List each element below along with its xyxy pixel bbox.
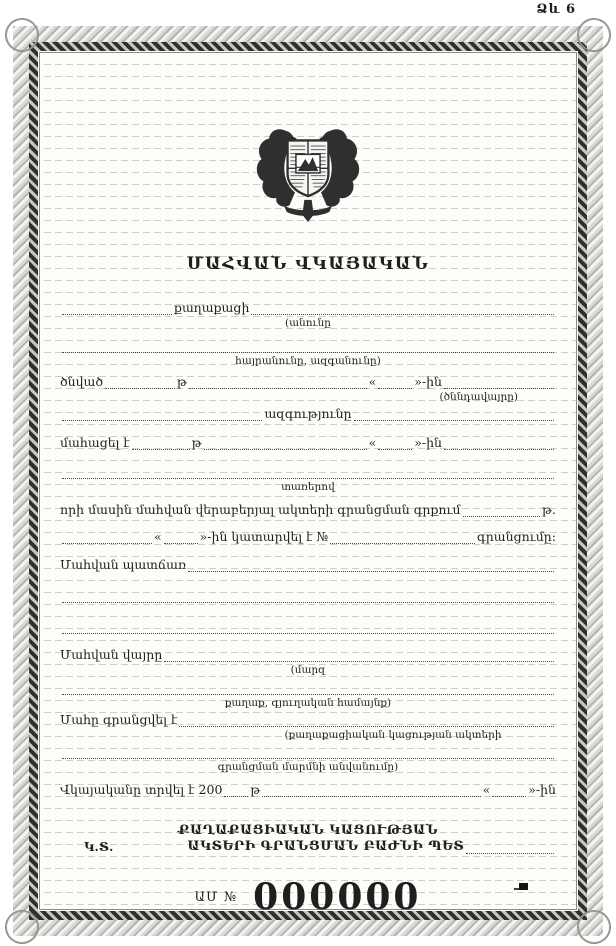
fill-in-field: [132, 437, 190, 450]
fill-in-field: [492, 784, 526, 797]
cause-label: Մահվան պատճառ: [60, 557, 187, 572]
fill-in-field: [164, 531, 198, 544]
fill-in-field: [105, 376, 175, 389]
coat-of-arms-of-armenia-icon: [252, 120, 364, 224]
fill-in-field: [262, 784, 480, 797]
surname-caption: հայրանունը, ազգանունը): [235, 355, 381, 367]
quote-open: «: [368, 374, 377, 389]
certificate-title: ՄԱՀՎԱՆ ՎԿԱՅԱԿԱՆ: [186, 254, 430, 274]
record-made-label: »-ին կատարվել է №: [199, 529, 329, 544]
fill-in-field: [62, 746, 554, 759]
citizen-line: [60, 300, 556, 315]
fullname-line: [60, 340, 556, 353]
fill-in-field: [224, 784, 248, 797]
fill-in-field: [463, 504, 541, 517]
citizen-label: քաղաքացի: [174, 300, 250, 315]
fill-in-field: [164, 649, 554, 662]
fill-in-field: [378, 376, 412, 389]
community-caption: քաղաք, գյուղական համայնք): [224, 697, 392, 709]
record-entry-label: գրանցումը։: [477, 529, 556, 544]
fill-in-field: [330, 531, 475, 544]
registered-line: [60, 712, 556, 727]
registered-label: Մահը գրանցվել է: [60, 712, 178, 727]
serial-series: ԱՄ №: [194, 889, 238, 905]
signature-line: [60, 839, 556, 854]
quote-close: »-ին: [528, 782, 556, 797]
record-book-line: [60, 502, 556, 517]
seal-placeholder: Կ.Տ.: [84, 839, 114, 854]
corner-rosette-icon: [578, 911, 610, 943]
nationality-line: [60, 406, 556, 421]
department-title-line2: ԱԿՏԵՐԻ ԳՐԱՆՑՄԱՆ ԲԱԺՆԻ ՊԵՏ: [187, 839, 465, 854]
born-line: [60, 374, 556, 389]
quote-close: »-ին: [414, 374, 442, 389]
birthplace-caption: (ծննդավայրը): [439, 391, 518, 403]
quote-close: »-ին: [414, 435, 442, 450]
quote-open: «: [482, 782, 491, 797]
department-title-line1: ՔԱՂԱՔԱՑԻԱԿԱՆ ԿԱՑՈՒԹՅԱՆ: [177, 823, 439, 838]
record-year-abbrev: թ.: [542, 502, 556, 517]
fill-in-field: [444, 437, 554, 450]
place-label: Մահվան վայրը: [60, 647, 163, 662]
fill-in-field: [188, 559, 554, 572]
fill-in-field: [354, 408, 554, 421]
civil-acts-caption: (քաղաքացիական կացության ակտերի: [284, 729, 502, 741]
registry-body-caption: գրանցման մարմնի անվանումը): [217, 761, 399, 773]
born-label: ծնված: [60, 374, 104, 389]
date-in-words-line: [60, 466, 556, 479]
place-of-death-line: [60, 647, 556, 662]
fill-in-field: [62, 621, 554, 634]
corner-rosette-icon: [6, 19, 38, 51]
quote-open: «: [154, 529, 162, 544]
year-abbrev: թ: [177, 374, 187, 389]
fill-in-field: [62, 340, 554, 353]
fill-in-field: [204, 437, 367, 450]
record-entry-line: [60, 529, 556, 544]
died-line: [60, 435, 556, 450]
cause-extra-line: [60, 590, 556, 603]
fill-in-field: [179, 714, 554, 727]
year-abbrev: թ: [191, 435, 202, 450]
quote-open: «: [368, 435, 377, 450]
ink-registration-mark: [519, 883, 528, 890]
community-line: [60, 682, 556, 695]
fill-in-field: [62, 682, 554, 695]
fill-in-field: [251, 302, 554, 315]
fill-in-field: [444, 376, 554, 389]
registry-body-line: [60, 746, 556, 759]
form-number-tag: Ձև 6: [536, 2, 576, 17]
serial-number-block: [60, 876, 556, 918]
serial-number: 000000: [253, 876, 422, 918]
marz-caption: (մարզ: [290, 664, 326, 676]
corner-rosette-icon: [578, 19, 610, 51]
cause-of-death-line: [60, 557, 556, 572]
fill-in-field: [62, 408, 262, 421]
cause-extra-line: [60, 621, 556, 634]
corner-rosette-icon: [6, 911, 38, 943]
name-caption: (անունը: [285, 317, 331, 329]
certificate-content: [60, 88, 556, 918]
fill-in-field: [378, 437, 412, 450]
record-intro-label: որի մասին մահվան վերաբերյալ ակտերի գրանցման գրքում: [60, 502, 461, 517]
issued-line: [60, 782, 556, 797]
nationality-label: ազգությունը: [264, 406, 352, 421]
died-label: մահացել է: [60, 435, 130, 450]
signature-field: [466, 841, 554, 854]
issued-label: Վկայականը տրվել է 200: [60, 782, 223, 797]
fill-in-field: [62, 531, 152, 544]
year-abbrev: թ: [250, 782, 261, 797]
fill-in-field: [62, 302, 172, 315]
fill-in-field: [62, 590, 554, 603]
fill-in-field: [62, 466, 554, 479]
fill-in-field: [189, 376, 367, 389]
in-letters-caption: տառերով: [281, 481, 335, 493]
